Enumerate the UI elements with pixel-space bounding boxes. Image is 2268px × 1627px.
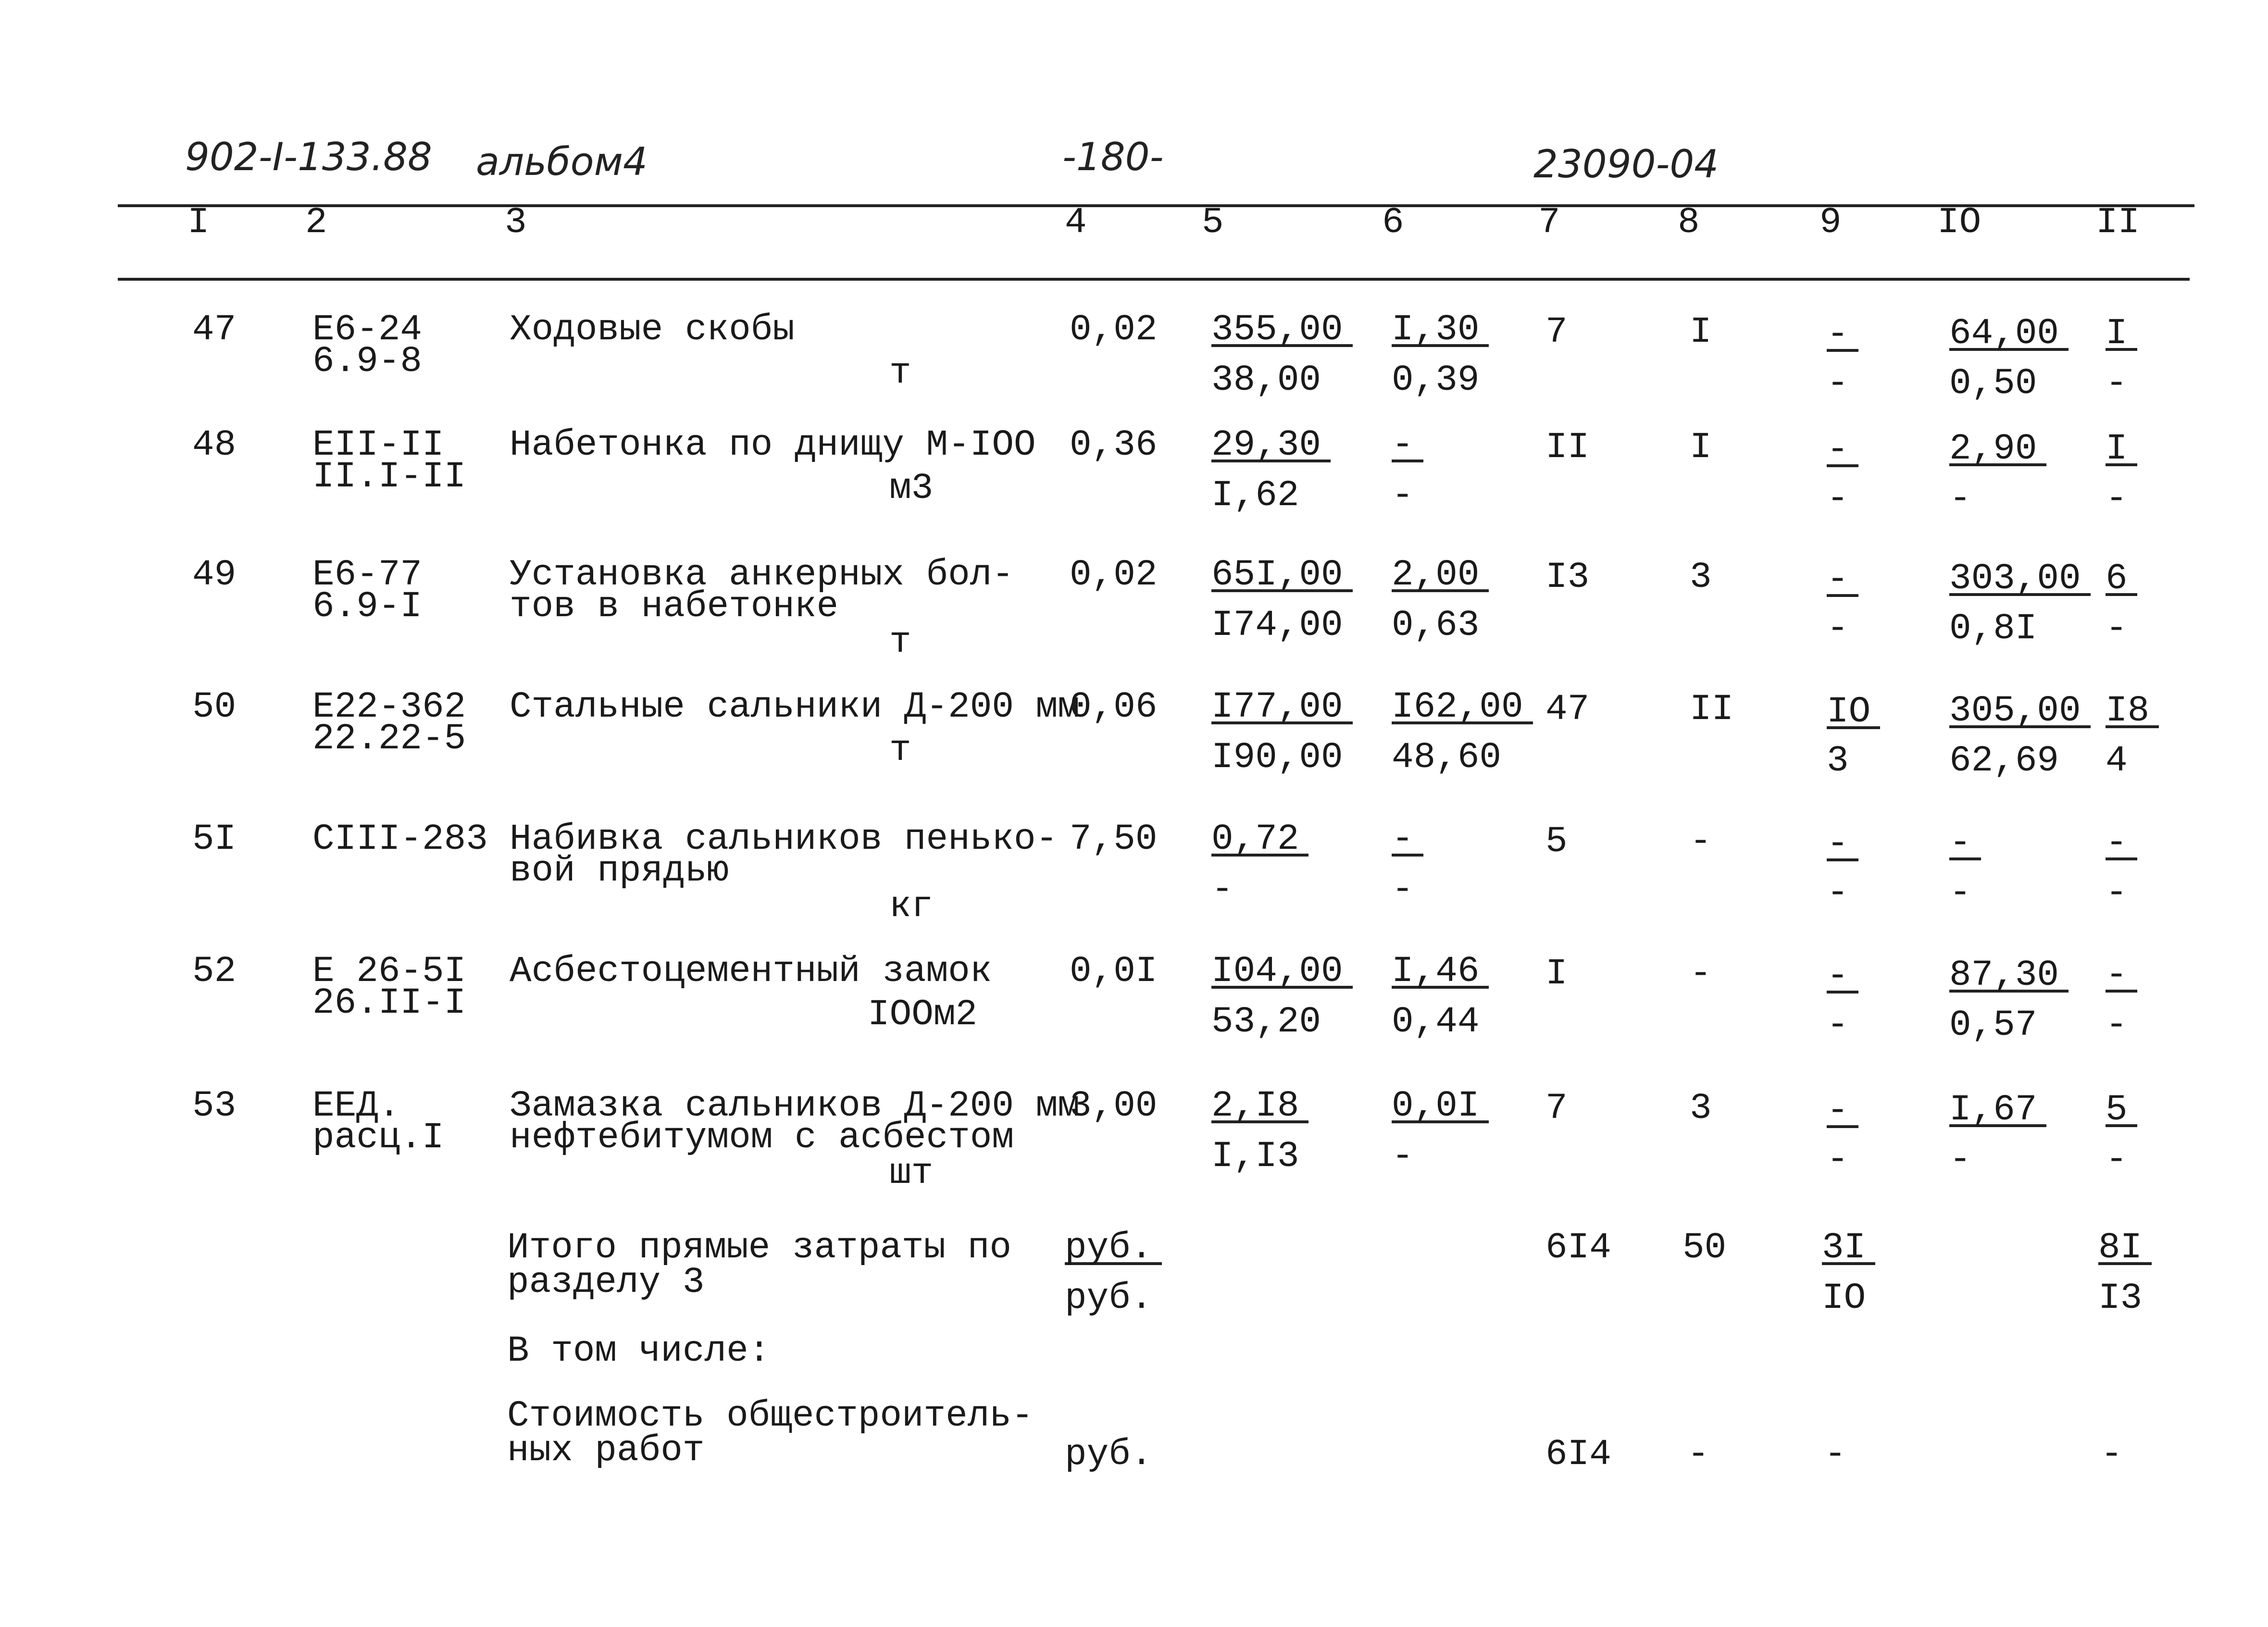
general-c8: - <box>1687 1434 1709 1475</box>
row-name-line: Набетонка по днищу М-IOO <box>510 424 1036 466</box>
row-code-line: 22.22-5 <box>312 718 466 759</box>
general-unit: руб. <box>1065 1434 1153 1475</box>
row-code-line: ЕЕД. <box>312 1085 400 1127</box>
row-number: 53 <box>192 1085 237 1127</box>
row-c10-top: I,67 <box>1949 1095 2046 1127</box>
row-c11-bottom: - <box>2106 1005 2128 1046</box>
row-number: 48 <box>192 424 237 466</box>
row-unit: м3 <box>889 468 934 509</box>
row-c5-top-wrap <box>1211 554 1353 596</box>
row-c10-bottom: - <box>1949 872 1971 914</box>
row-c5-bottom: - <box>1211 869 1234 910</box>
row-c5-bottom: I,I3 <box>1211 1136 1299 1177</box>
row-c6-bottom: - <box>1392 869 1414 910</box>
totals-c7: 6I4 <box>1545 1227 1611 1268</box>
row-name-line: вой прядью <box>510 850 729 892</box>
row-c7: I <box>1545 953 1568 994</box>
row-c5-top-wrap <box>1211 424 1331 466</box>
row-c7: 5 <box>1545 821 1568 862</box>
col-header: IO <box>1937 202 1981 243</box>
row-c9-top: IO <box>1827 697 1880 729</box>
row-name-line: Замазка сальников Д-200 мм <box>510 1085 1080 1127</box>
page-number: -180- <box>1062 135 1164 179</box>
row-c6-bottom: 48,60 <box>1392 737 1502 778</box>
row-c11-bottom: - <box>2106 1139 2128 1180</box>
row-c5-top: 0,72 <box>1211 825 1308 857</box>
row-c8: 3 <box>1690 557 1712 598</box>
row-c5-top: 355,00 <box>1211 315 1353 347</box>
row-c11-top: - <box>2106 829 2137 860</box>
row-c6-bottom: 0,44 <box>1392 1001 1480 1043</box>
row-c5-bottom: 53,20 <box>1211 1001 1321 1043</box>
row-qty: 0,02 <box>1070 309 1158 350</box>
row-c10-top-wrap <box>1949 313 2069 354</box>
row-c6-top: - <box>1392 431 1423 462</box>
row-c11-top: I <box>2106 319 2137 351</box>
row-c9-top-wrap <box>1827 823 1858 865</box>
row-c9-top-wrap <box>1827 691 1880 733</box>
row-c10-top-wrap <box>1949 558 2091 599</box>
general-c7: 6I4 <box>1545 1434 1611 1475</box>
row-c10-top-wrap <box>1949 690 2091 732</box>
row-c8: II <box>1690 689 1734 730</box>
row-c9-bottom: - <box>1827 608 1849 649</box>
row-c8: I <box>1690 427 1712 468</box>
row-qty: 7,50 <box>1070 819 1158 860</box>
general-label-1: Стоимость общестроитель- <box>507 1395 1034 1437</box>
row-c6-top: 0,0I <box>1392 1092 1489 1123</box>
row-c8: - <box>1690 953 1712 994</box>
row-qty: 0,0I <box>1070 951 1158 992</box>
totals-unit-1: руб. <box>1065 1233 1162 1265</box>
general-c11: - <box>2101 1434 2123 1475</box>
row-c6-bottom: - <box>1392 1136 1414 1177</box>
totals-c11-top <box>2098 1227 2152 1268</box>
row-number: 49 <box>192 554 237 596</box>
row-name-line: тов в набетонке <box>510 586 839 627</box>
col-header: 8 <box>1678 202 1700 243</box>
totals-c9-1: 3I <box>1822 1233 1875 1265</box>
row-c9-top: - <box>1827 962 1858 994</box>
row-c11-bottom: - <box>2106 608 2128 649</box>
row-name-line: Набивка сальников пенько- <box>510 819 1058 860</box>
totals-c11-1: 8I <box>2098 1233 2152 1265</box>
header-bottom-rule <box>118 278 2190 281</box>
row-c10-top-wrap <box>1949 822 1981 864</box>
row-c6-top-wrap <box>1392 686 1533 728</box>
row-c5-top-wrap <box>1211 309 1353 350</box>
row-unit: шт <box>889 1153 934 1194</box>
row-c7: I3 <box>1545 557 1590 598</box>
row-c5-bottom: I74,00 <box>1211 605 1343 646</box>
row-c5-top-wrap <box>1211 1085 1308 1127</box>
row-code-line: 26.II-I <box>312 982 466 1024</box>
row-c11-top: 6 <box>2106 564 2137 596</box>
col-header: 9 <box>1819 202 1842 243</box>
row-c8: - <box>1690 821 1712 862</box>
row-code-line: E22-362 <box>312 686 466 728</box>
row-unit: IOOм2 <box>868 994 978 1035</box>
row-unit: т <box>889 730 911 771</box>
row-c10-bottom: 62,69 <box>1949 740 2059 782</box>
row-unit: т <box>889 352 911 394</box>
row-qty: 3,00 <box>1070 1085 1158 1127</box>
row-qty: 0,06 <box>1070 686 1158 728</box>
row-c10-top: 303,00 <box>1949 564 2091 596</box>
row-name-line: Асбестоцементный замок <box>510 951 992 992</box>
row-c7: 7 <box>1545 1088 1568 1129</box>
row-c11-top-wrap <box>2106 955 2137 996</box>
row-c11-top: - <box>2106 961 2137 993</box>
row-c6-bottom: - <box>1392 475 1414 516</box>
row-c10-top: - <box>1949 829 1981 860</box>
row-c11-top: 5 <box>2106 1095 2137 1127</box>
row-name-line: Установка анкерных бол- <box>510 554 1014 596</box>
row-c9-top: - <box>1827 830 1858 861</box>
row-c6-top-wrap <box>1392 309 1489 350</box>
row-c9-bottom: - <box>1827 872 1849 914</box>
row-c6-top-wrap <box>1392 1085 1489 1127</box>
row-c6-top: I62,00 <box>1392 693 1533 724</box>
row-c6-bottom: 0,39 <box>1392 360 1480 401</box>
row-c9-top-wrap <box>1827 956 1858 997</box>
row-code-line: 6.9-8 <box>312 341 423 382</box>
row-c9-top: - <box>1827 565 1858 597</box>
row-number: 47 <box>192 309 237 350</box>
col-header: 5 <box>1202 202 1224 243</box>
row-code-line: E 26-5I <box>312 951 466 992</box>
col-header: 6 <box>1382 202 1404 243</box>
col-header: 3 <box>505 202 527 243</box>
general-label-2: ных работ <box>507 1430 705 1471</box>
row-qty: 0,02 <box>1070 554 1158 596</box>
col-header: 4 <box>1065 202 1087 243</box>
row-c11-top-wrap <box>2106 690 2159 732</box>
row-c10-bottom: 0,57 <box>1949 1005 2037 1046</box>
album-label: альбом4 <box>476 139 648 184</box>
row-c6-top-wrap <box>1392 951 1489 992</box>
row-c10-top: 87,30 <box>1949 961 2069 993</box>
row-c9-bottom: - <box>1827 1139 1849 1180</box>
totals-label-1: Итого прямые затраты по <box>507 1227 1011 1268</box>
row-c5-bottom: I,62 <box>1211 475 1299 516</box>
header-top-rule <box>118 204 2194 207</box>
row-c10-top-wrap <box>1949 428 2046 470</box>
row-c5-top-wrap <box>1211 686 1353 728</box>
including-label: В том числе: <box>507 1330 771 1372</box>
row-c6-top: I,46 <box>1392 957 1489 989</box>
row-c6-top-wrap <box>1392 819 1423 860</box>
row-code-line: EII-II <box>312 424 444 466</box>
row-c9-bottom: 3 <box>1827 740 1849 782</box>
project-code: 23090-04 <box>1533 142 1719 186</box>
row-c11-top-wrap <box>2106 1089 2137 1130</box>
row-c9-bottom: - <box>1827 363 1849 404</box>
row-c9-top-wrap <box>1827 559 1858 600</box>
row-c11-top-wrap <box>2106 558 2137 599</box>
row-c11-bottom: 4 <box>2106 740 2128 782</box>
row-c9-top: - <box>1827 320 1858 352</box>
row-code-line: CIII-283 <box>312 819 488 860</box>
row-code-line: расц.I <box>312 1117 444 1158</box>
row-c10-top-wrap <box>1949 955 2069 996</box>
row-c5-top: 29,30 <box>1211 431 1331 462</box>
row-name-line: Ходовые скобы <box>510 309 795 350</box>
row-c5-top: 65I,00 <box>1211 560 1353 592</box>
row-c9-bottom: - <box>1827 478 1849 520</box>
row-c5-bottom: I90,00 <box>1211 737 1343 778</box>
row-c7: II <box>1545 427 1590 468</box>
col-header: I <box>187 202 210 243</box>
row-c6-bottom: 0,63 <box>1392 605 1480 646</box>
row-c9-top: - <box>1827 435 1858 467</box>
row-c9-top-wrap <box>1827 1090 1858 1131</box>
row-c7: 47 <box>1545 689 1590 730</box>
row-c11-top: I8 <box>2106 696 2159 728</box>
col-header: 2 <box>305 202 327 243</box>
row-c5-top: I04,00 <box>1211 957 1353 989</box>
row-c11-top-wrap <box>2106 822 2137 864</box>
row-c9-bottom: - <box>1827 1005 1849 1046</box>
totals-label-2: разделу 3 <box>507 1262 705 1303</box>
row-c5-top-wrap <box>1211 951 1353 992</box>
row-c6-top-wrap <box>1392 424 1423 466</box>
totals-c9-2: IO <box>1822 1278 1866 1319</box>
totals-c11-2: I3 <box>2098 1278 2143 1319</box>
row-c11-bottom: - <box>2106 872 2128 914</box>
row-c8: 3 <box>1690 1088 1712 1129</box>
row-code-line: 6.9-I <box>312 586 423 627</box>
row-qty: 0,36 <box>1070 424 1158 466</box>
row-c10-bottom: - <box>1949 1139 1971 1180</box>
row-code-line: II.I-II <box>312 456 466 497</box>
row-c5-top: I77,00 <box>1211 693 1353 724</box>
general-c9: - <box>1824 1434 1846 1475</box>
row-c8: I <box>1690 311 1712 353</box>
row-c11-top: I <box>2106 435 2137 466</box>
row-c10-top: 64,00 <box>1949 319 2069 351</box>
row-c6-top: - <box>1392 825 1423 857</box>
doc-code: 902-I-133.88 <box>185 135 432 179</box>
row-c6-top: 2,00 <box>1392 560 1489 592</box>
row-number: 52 <box>192 951 237 992</box>
row-name-line: Стальные сальники Д-200 мм <box>510 686 1080 728</box>
row-unit: кг <box>889 886 934 927</box>
row-c9-top-wrap <box>1827 429 1858 471</box>
row-code-line: E6-77 <box>312 554 423 596</box>
row-name-line: нефтебитумом с асбестом <box>510 1117 1014 1158</box>
totals-unit-top <box>1065 1227 1162 1268</box>
row-code-line: E6-24 <box>312 309 423 350</box>
row-c11-top-wrap <box>2106 428 2137 470</box>
row-number: 5I <box>192 819 237 860</box>
row-c6-top-wrap <box>1392 554 1489 596</box>
row-c7: 7 <box>1545 311 1568 353</box>
row-c5-bottom: 38,00 <box>1211 360 1321 401</box>
row-c11-bottom: - <box>2106 478 2128 520</box>
row-c10-bottom: - <box>1949 478 1971 520</box>
row-c6-top: I,30 <box>1392 315 1489 347</box>
row-c10-bottom: 0,50 <box>1949 363 2037 404</box>
row-unit: т <box>889 621 911 663</box>
row-c9-top: - <box>1827 1096 1858 1128</box>
row-c11-top-wrap <box>2106 313 2137 354</box>
totals-c9-top <box>1822 1227 1875 1268</box>
row-c10-bottom: 0,8I <box>1949 608 2037 649</box>
col-header: 7 <box>1538 202 1560 243</box>
row-c11-bottom: - <box>2106 363 2128 404</box>
row-c10-top: 2,90 <box>1949 435 2046 466</box>
row-number: 50 <box>192 686 237 728</box>
totals-c8: 50 <box>1682 1227 1727 1268</box>
row-c5-top-wrap <box>1211 819 1308 860</box>
totals-unit-2: руб. <box>1065 1278 1153 1319</box>
row-c10-top-wrap <box>1949 1089 2046 1130</box>
row-c10-top: 305,00 <box>1949 696 2091 728</box>
row-c9-top-wrap <box>1827 314 1858 355</box>
col-header: II <box>2096 202 2140 243</box>
row-c5-top: 2,I8 <box>1211 1092 1308 1123</box>
